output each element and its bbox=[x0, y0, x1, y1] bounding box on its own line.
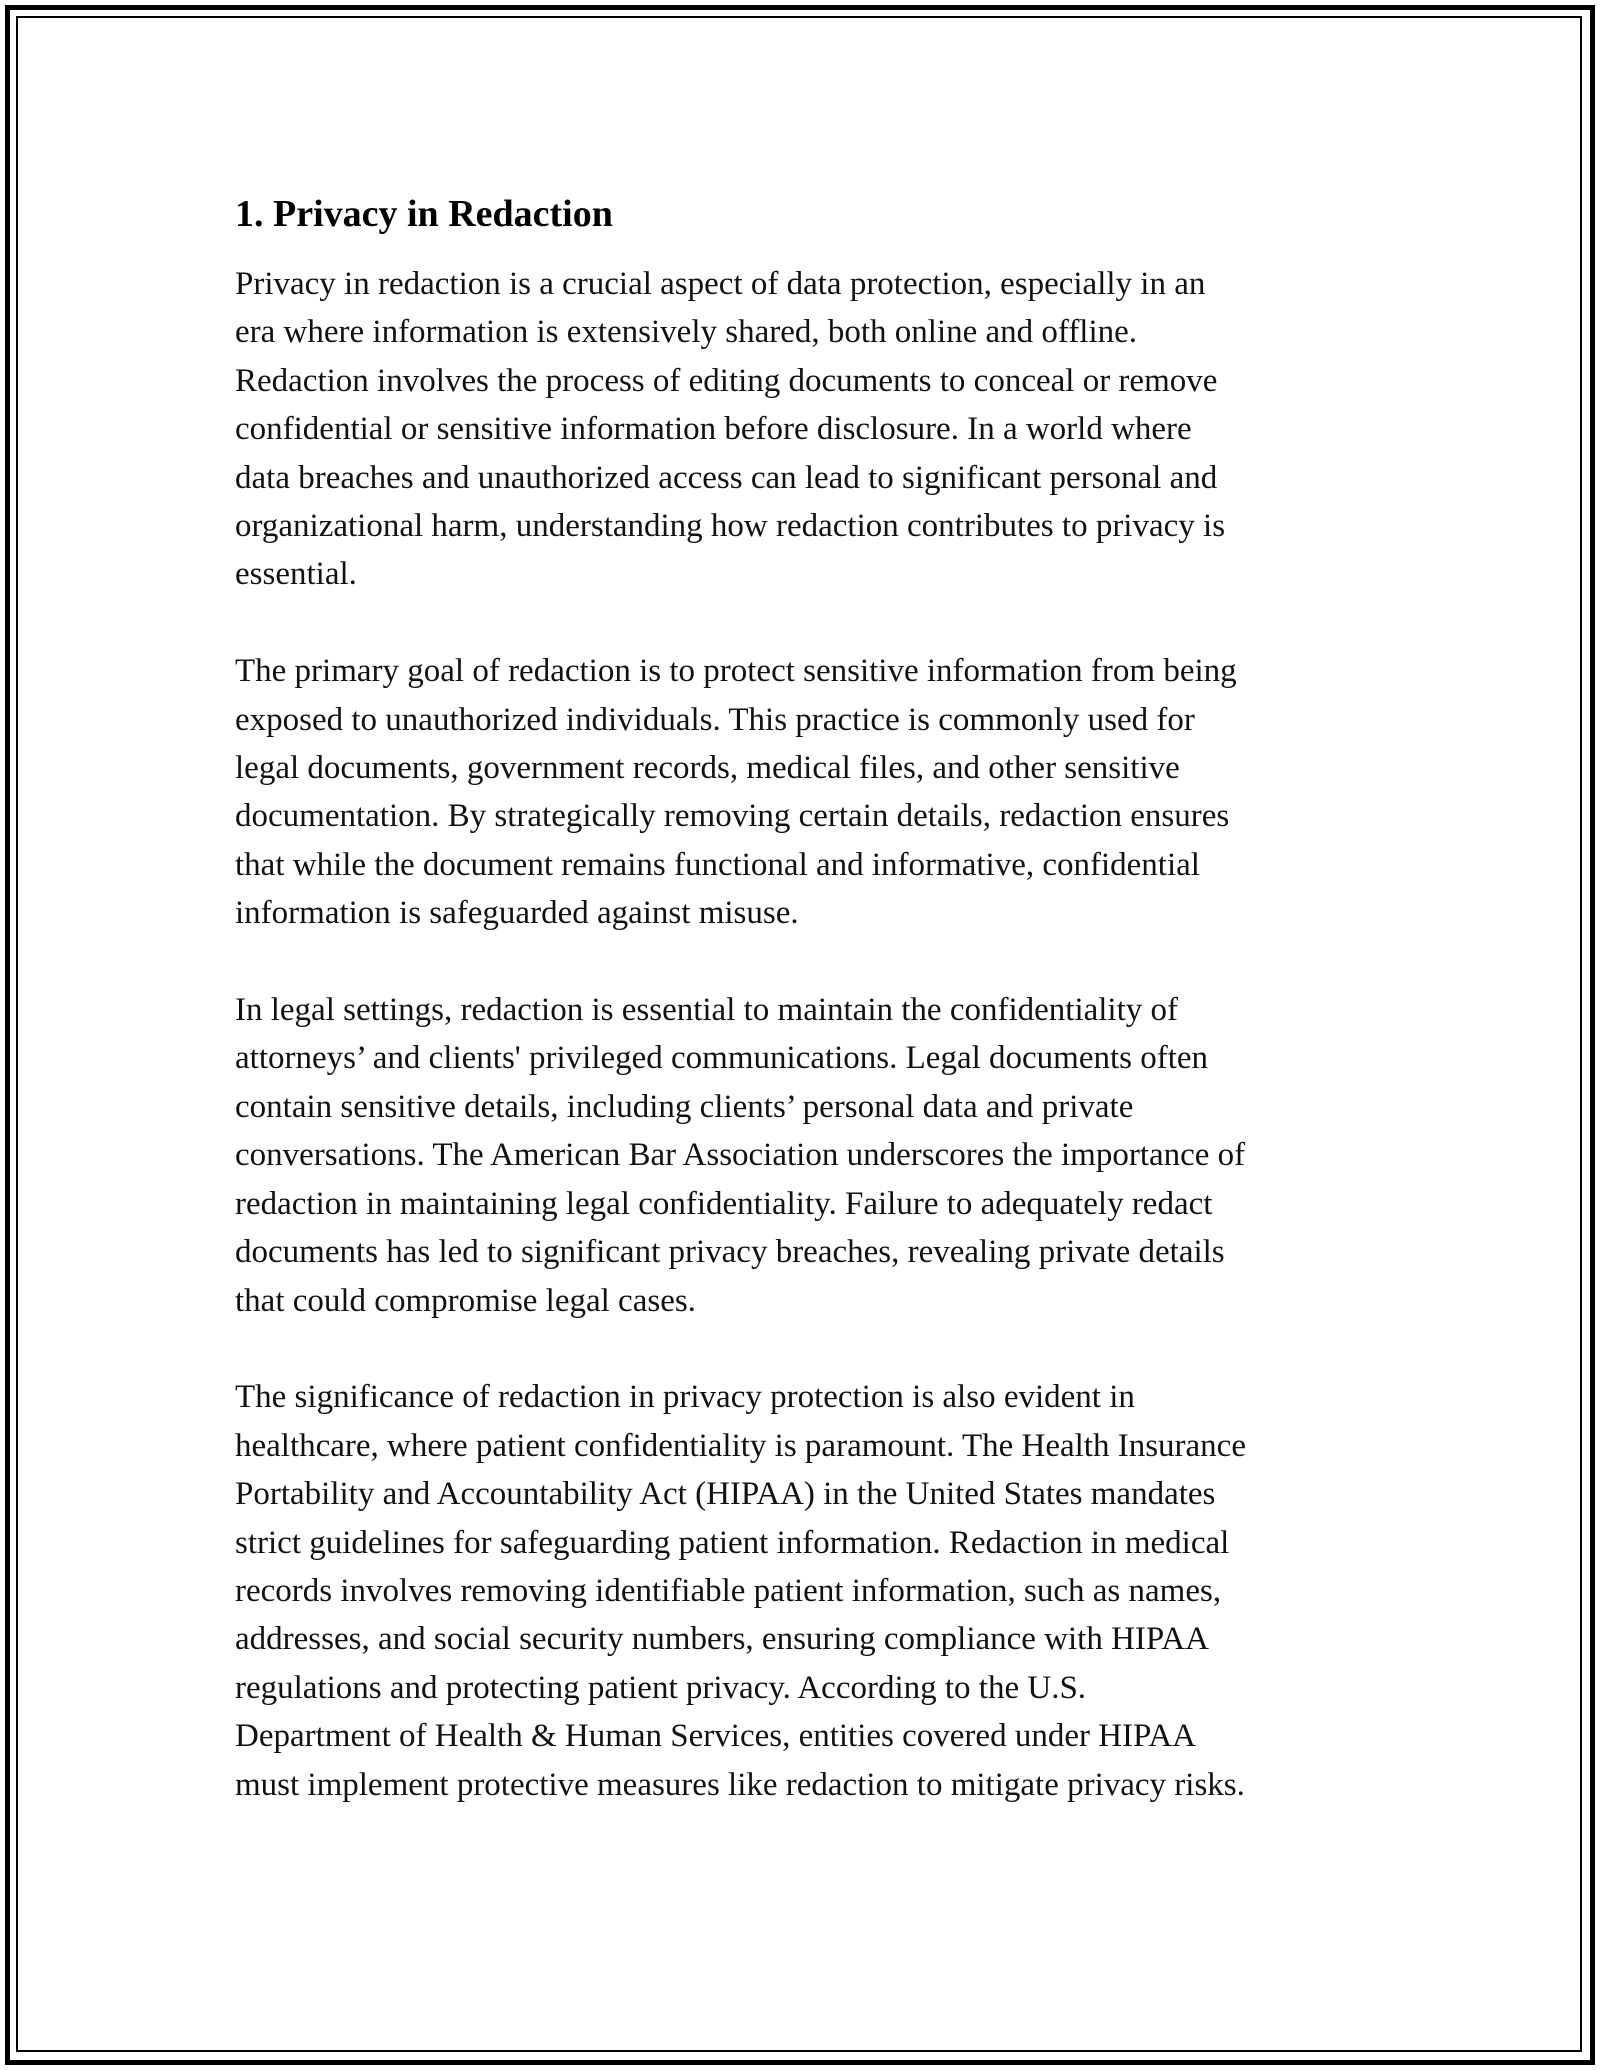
text-line: addresses, and social security numbers, ensuring compliance with HIPAA bbox=[235, 1621, 1209, 1658]
text-line: legal documents, government records, medical files, and other sensitive bbox=[235, 750, 1180, 787]
text-line: confidential or sensitive information before disclosure. In a world where bbox=[235, 411, 1192, 448]
text-line: The primary goal of redaction is to protect sensitive information from being bbox=[235, 653, 1237, 690]
text-line: essential. bbox=[235, 556, 357, 593]
section-title: 1. Privacy in Redaction bbox=[235, 193, 613, 235]
paragraph-primary-goal bbox=[235, 647, 1385, 937]
text-line: exposed to unauthorized individuals. This practice is commonly used for bbox=[235, 701, 1195, 738]
text-line: Privacy in redaction is a crucial aspect of data protection, especially in an bbox=[235, 266, 1206, 302]
text-line: era where information is extensively shared, both online and offline. bbox=[235, 314, 1138, 351]
text-line: redaction in maintaining legal confidentiality. Failure to adequately redact bbox=[235, 1185, 1213, 1222]
text-line: that while the document remains functional and informative, confidential bbox=[235, 846, 1200, 883]
text-line: attorneys’ and clients' privileged communications. Legal documents often bbox=[235, 1040, 1209, 1077]
paragraph-healthcare bbox=[235, 1373, 1385, 1809]
text-line: documents has led to significant privacy breaches, revealing private details bbox=[235, 1234, 1225, 1271]
text-line: contain sensitive details, including clients’ personal data and private bbox=[235, 1088, 1134, 1125]
text-line: Portability and Accountability Act (HIPAA) in the United States mandates bbox=[235, 1476, 1216, 1513]
text-line: organizational harm, understanding how redaction contributes to privacy is bbox=[235, 508, 1226, 545]
text-line: that could compromise legal cases. bbox=[235, 1282, 696, 1319]
text-line: conversations. The American Bar Association underscores the importance of bbox=[235, 1137, 1246, 1174]
text-line: healthcare, where patient confidentiality is paramount. The Health Insurance bbox=[235, 1427, 1246, 1464]
text-line: Department of Health & Human Services, entities covered under HIPAA bbox=[235, 1718, 1197, 1755]
paragraph-legal-settings bbox=[235, 986, 1385, 1325]
text-line: documentation. By strategically removing certain details, redaction ensures bbox=[235, 798, 1230, 835]
text-line: regulations and protecting patient privacy. According to the U.S. bbox=[235, 1669, 1087, 1706]
document-content bbox=[235, 186, 1385, 1809]
text-line: data breaches and unauthorized access can lead to significant personal and bbox=[235, 459, 1218, 496]
text-line: records involves removing identifiable patient information, such as names, bbox=[235, 1572, 1222, 1609]
paragraph-privacy-intro bbox=[235, 260, 1385, 599]
text-line: Redaction involves the process of editing documents to conceal or remove bbox=[235, 362, 1218, 399]
text-line: information is safeguarded against misuse. bbox=[235, 895, 799, 932]
text-line: must implement protective measures like redaction to mitigate privacy risks. bbox=[235, 1766, 1245, 1803]
text-line: strict guidelines for safeguarding patient information. Redaction in medical bbox=[235, 1524, 1230, 1561]
text-line: In legal settings, redaction is essential to maintain the confidentiality of bbox=[235, 992, 1178, 1029]
text-line: The significance of redaction in privacy protection is also evident in bbox=[235, 1379, 1135, 1416]
